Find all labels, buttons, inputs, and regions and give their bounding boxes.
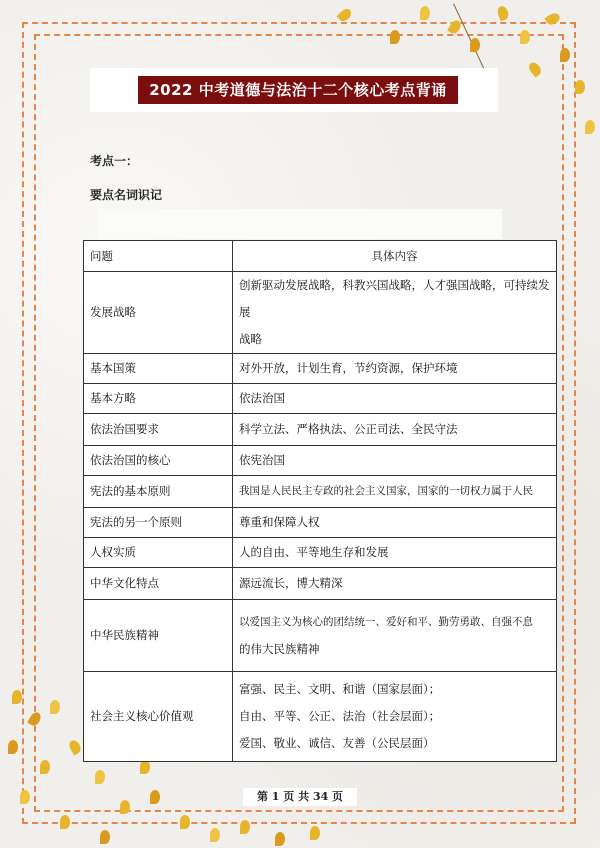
- content-line: 以爱国主义为核心的团结统一、爱好和平、勤劳勇敢、自强不息: [239, 615, 533, 628]
- row-topic: 依法治国的核心: [84, 446, 233, 476]
- page-number: 第 1 页 共 34 页: [243, 788, 357, 806]
- content-line: 富强、民主、文明、和谐（国家层面）；: [239, 682, 441, 696]
- row-content: 对外开放，计划生育，节约资源，保护环境: [233, 354, 557, 384]
- header-topic: 问题: [84, 241, 233, 272]
- section-label: 考点一：: [90, 154, 139, 168]
- row-content: 依宪治国: [233, 446, 557, 476]
- row-content: [233, 672, 557, 762]
- content-line: 爱国、敬业、诚信、友善（公民层面）: [239, 736, 435, 750]
- table-row: [84, 600, 557, 672]
- row-content: 我国是人民民主专政的社会主义国家，国家的一切权力属于人民: [233, 476, 557, 508]
- table-row: [84, 384, 557, 414]
- page-title: 2022 中考道德与法治十二个核心考点背诵: [138, 76, 458, 104]
- table-row: [84, 476, 557, 508]
- row-topic: 人权实质: [84, 538, 233, 568]
- table-header-row: [84, 241, 557, 272]
- key-terms-table: [83, 240, 557, 762]
- row-topic: 中华文化特点: [84, 568, 233, 600]
- table-row: [84, 354, 557, 384]
- row-topic: 中华民族精神: [84, 600, 233, 672]
- row-topic: 依法治国要求: [84, 414, 233, 446]
- content-line: 的伟大民族精神: [239, 641, 320, 656]
- row-content: 科学立法、严格执法、公正司法、全民守法: [233, 414, 557, 446]
- row-content: 尊重和保障人权: [233, 508, 557, 538]
- content-line: 创新驱动发展战略，科教兴国战略，人才强国战略，可持续发展: [239, 278, 550, 319]
- content-line: 自由、平等、公正、法治（社会层面）；: [239, 709, 441, 723]
- row-content: 人的自由、平等地生存和发展: [233, 538, 557, 568]
- table-row: [84, 414, 557, 446]
- table-row: [84, 538, 557, 568]
- header-content: 具体内容: [233, 241, 557, 272]
- content-line: 战略: [239, 332, 262, 346]
- row-content: 源远流长，博大精深: [233, 568, 557, 600]
- row-content: 依法治国: [233, 384, 557, 414]
- row-topic: 宪法的基本原则: [84, 476, 233, 508]
- row-topic: 发展战略: [84, 272, 233, 354]
- row-topic: 社会主义核心价值观: [84, 672, 233, 762]
- table-row: [84, 446, 557, 476]
- row-content: [233, 600, 557, 672]
- row-topic: 基本方略: [84, 384, 233, 414]
- subsection-label: 要点名词识记: [90, 188, 163, 202]
- table-row: [84, 672, 557, 762]
- table-row: [84, 508, 557, 538]
- row-content: [233, 272, 557, 354]
- table-row: [84, 272, 557, 354]
- row-topic: 基本国策: [84, 354, 233, 384]
- table-row: [84, 568, 557, 600]
- row-topic: 宪法的另一个原则: [84, 508, 233, 538]
- blank-strip: [98, 209, 502, 239]
